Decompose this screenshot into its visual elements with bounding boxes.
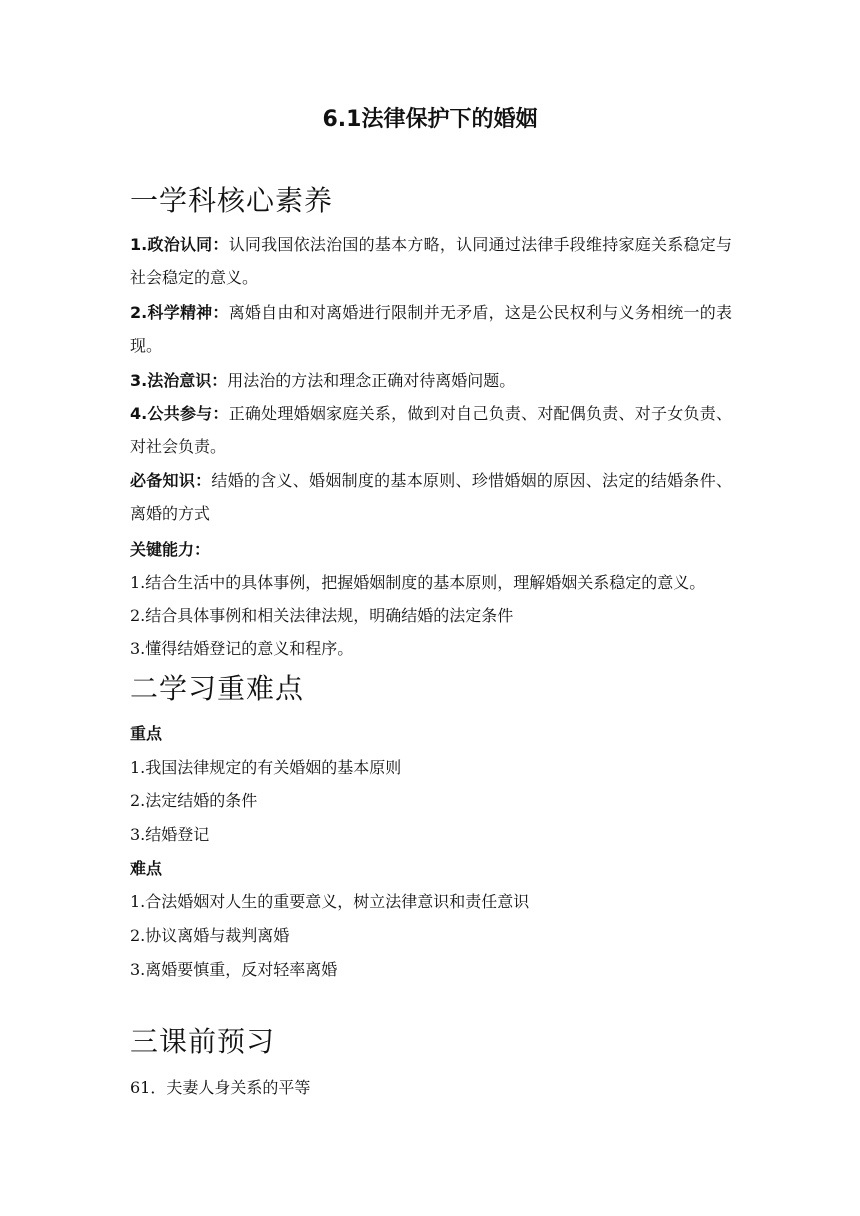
- competency-label: 2.科学精神：: [130, 303, 229, 322]
- knowledge-label: 必备知识：: [130, 471, 212, 490]
- difficult-point-item: 2.协议离婚与裁判离婚: [130, 926, 290, 945]
- competency-political: [130, 228, 732, 294]
- competency-public: [130, 397, 732, 463]
- competency-label: 4.公共参与：: [130, 404, 229, 423]
- preview-item: 61．夫妻人身关系的平等: [130, 1078, 311, 1097]
- key-point-item: 1.我国法律规定的有关婚姻的基本原则: [130, 758, 402, 777]
- key-point-item: 2.法定结婚的条件: [130, 791, 258, 810]
- section1-heading: 一学科核心素养: [130, 184, 334, 217]
- competency-label: 1.政治认同：: [130, 235, 229, 254]
- key-ability-item: 2.结合具体事例和相关法律法规，明确结婚的法定条件: [130, 606, 514, 625]
- competency-text: 正确处理婚姻家庭关系，做到对自己负责、对配偶负责、对子女负责、对社会负责。: [130, 404, 732, 456]
- competency-text: 认同我国依法治国的基本方略，认同通过法律手段维持家庭关系稳定与社会稳定的意义。: [130, 235, 732, 287]
- key-point-item: 3.结婚登记: [130, 825, 210, 844]
- page-title: 6.1法律保护下的婚姻: [322, 107, 538, 132]
- difficult-point-item: 1.合法婚姻对人生的重要意义，树立法律意识和责任意识: [130, 892, 530, 911]
- section3-heading: 三课前预习: [130, 1025, 276, 1058]
- key-ability-item: 3.懂得结婚登记的意义和程序。: [130, 639, 354, 658]
- competency-law: [130, 364, 732, 397]
- section2-heading: 二学习重难点: [130, 672, 305, 705]
- difficult-point-item: 3.离婚要慎重，反对轻率离婚: [130, 960, 338, 979]
- required-knowledge: [130, 464, 732, 530]
- key-ability-label: 关键能力：: [130, 540, 211, 559]
- key-ability-item: 1.结合生活中的具体事例，把握婚姻制度的基本原则，理解婚姻关系稳定的意义。: [130, 573, 706, 592]
- knowledge-text: 结婚的含义、婚姻制度的基本原则、珍惜婚姻的原因、法定的结婚条件、离婚的方式: [130, 471, 732, 523]
- competency-science: [130, 296, 732, 362]
- competency-label: 3.法治意识：: [130, 371, 228, 390]
- key-points-label: 重点: [130, 724, 163, 743]
- difficult-points-label: 难点: [130, 859, 163, 878]
- competency-text: 用法治的方法和理念正确对待离婚问题。: [227, 371, 516, 390]
- competency-text: 离婚自由和对离婚进行限制并无矛盾，这是公民权利与义务相统一的表现。: [130, 303, 732, 355]
